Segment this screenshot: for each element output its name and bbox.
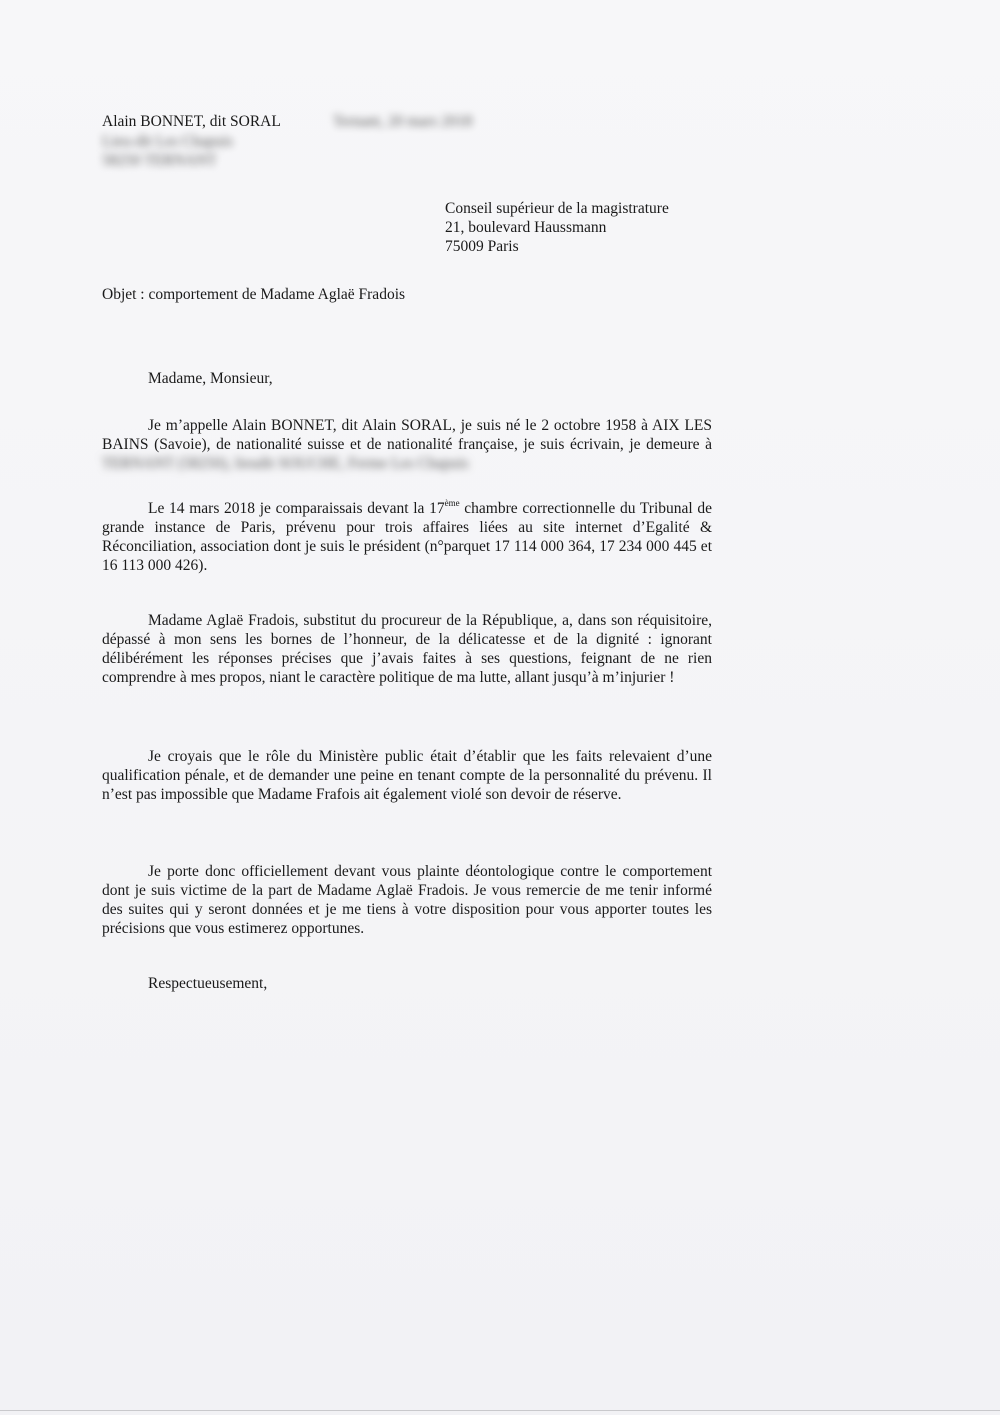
- paragraph-hearing: [102, 499, 712, 575]
- recipient-line3: 75009 Paris: [445, 238, 519, 255]
- redacted-address-line1: Lieu-dit Les Chapuis: [102, 133, 233, 150]
- salutation: Madame, Monsieur,: [148, 370, 273, 387]
- paragraph-request-text: Je porte donc officiellement devant vous plainte déontologique contre le comportement dont je suis victime de la part de Madame Aglaë Fradois. Je vous remercie de me tenir informé des suites qui y seront données et je me tiens à votre disposition pour vous apporter toutes les précisions que vous estimerez opportunes.: [102, 863, 712, 937]
- paragraph-complaint-text: Madame Aglaë Fradois, substitut du procureur de la République, a, dans son réquisitoire, dépassé à mon sens les bornes de l’honneur, de la délicatesse et de la dignité : ignorant délibérément les réponses précises que j’avais faites à ses questions, feignant de ne rien comprendre à mes propos, niant le caractère politique de ma lutte, allant jusqu’à m’injurier !: [102, 612, 712, 686]
- redacted-date: Ternant, 20 mars 2018: [333, 113, 473, 130]
- paragraph-role: [102, 747, 712, 804]
- recipient-line1: Conseil supérieur de la magistrature: [445, 200, 669, 217]
- redacted-address-line2: 58250 TERNANT: [102, 152, 217, 169]
- paragraph-request: [102, 862, 712, 938]
- paragraph-identity: [102, 416, 712, 473]
- recipient-block: [445, 199, 669, 256]
- paragraph-hearing-rest: chambre correctionnelle du Tribunal de grande instance de Paris, prévenu pour trois affaires liées au site internet d’Egalité & Réconciliation, association dont je suis le président (n°parquet 17 114 000 364, 17 234 000 445 et 16 113 000 426).: [102, 500, 712, 574]
- sender-name: Alain BONNET, dit SORAL: [102, 113, 281, 130]
- paragraph-role-text: Je croyais que le rôle du Ministère public était d’établir que les faits relevaient d’une qualification pénale, et de demander une peine en tenant compte de la personnalité du prévenu. Il n’est pas impossible que Madame Frafois ait également violé son devoir de réserve.: [102, 748, 712, 803]
- closing: Respectueusement,: [148, 975, 268, 992]
- ordinal-suffix: ème: [444, 498, 460, 508]
- paragraph-complaint: [102, 611, 712, 687]
- redacted-residence: TERNANT (58250), lieudit SOUCHE, Ferme Les Chapuis: [102, 455, 469, 472]
- paragraph-identity-text: Je m’appelle Alain BONNET, dit Alain SORAL, je suis né le 2 octobre 1958 à AIX LES BAINS (Savoie), de nationalité suisse et de nationalité française, je suis écrivain, je demeure à: [102, 417, 712, 453]
- scan-edge-line: [0, 1410, 1000, 1411]
- subject-line: Objet : comportement de Madame Aglaë Fradois: [102, 286, 406, 303]
- recipient-line2: 21, boulevard Haussmann: [445, 219, 607, 236]
- paragraph-hearing-start: Le 14 mars 2018 je comparaissais devant la 17: [148, 500, 445, 517]
